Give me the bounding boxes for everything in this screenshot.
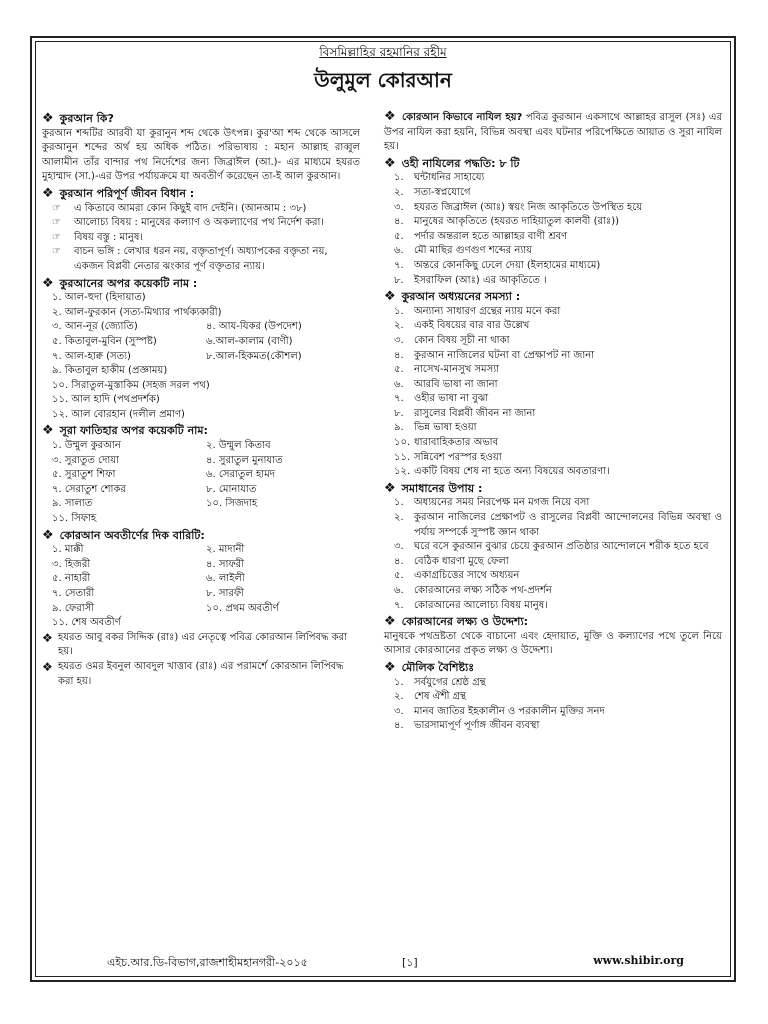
section-heading: ❖ কুরআন পরিপূর্ণ জীবন বিধান : <box>42 185 195 201</box>
section-paragraph: কুরআন শব্দটির আরবী যা কুরানুন শব্দ থেকে উৎপন্ন। কুর'আ শব্দ থেকে আসলে কুরআনুন শব্দের অর্থ হয় অধিক পঠিত। পরিভাষায় : মহান আল্লাহ রাব্বুল আলামীন তাঁর বান্দার পথ নির্দেশের জন্য জিব্রাঈল (আ.)- এর মাধ্যমে হযরত মুহাম্মাদ (সা.)-এর উপর পর্যায়ক্রমে যা অবতীর্ণ করেছেন তা-ই আল কুরআন। <box>42 127 360 183</box>
diamond-bullet-icon: ❖ <box>384 109 397 124</box>
list-item: ১. সর্বযুগের শ্রেষ্ঠ গ্রন্থ <box>394 676 486 688</box>
names-list <box>42 291 360 422</box>
diamond-bullet-icon: ❖ <box>384 614 396 630</box>
list-item: ৪. ভারসাম্যপূর্ণ পূর্ণাঙ্গ জীবন ব্যবস্থা <box>394 720 540 732</box>
list-item: ☞ বাচন ভঙ্গি : লেখার ধরন নয়, বক্তৃতাপূর্ণ। অধ্যাপকের বক্তৃতা নয়, একজন বিপ্লবী নেতার ঝংকার পূর্ণ বক্তৃতার ন্যায়। <box>42 245 360 274</box>
list-item: ১০. ধারাবাহিকতার অভাব <box>394 437 499 449</box>
hand-list <box>42 202 360 275</box>
pointing-hand-icon: ☞ <box>52 246 61 258</box>
section-heading: ❖ ওহী নাযিলের পদ্ধতি: ৮ টি <box>384 155 520 171</box>
list-item: ৪. বেঠিক ধারণা মুছে ফেলা <box>394 555 509 567</box>
diamond-bullet-icon: ❖ <box>384 659 396 675</box>
diamond-bullet-icon: ❖ <box>42 275 54 291</box>
list-item: ৫. নাসেখ-মানসুখ সমস্যা <box>394 364 500 376</box>
section-heading: ❖ কোরআন অবতীর্ণের দিক বারিটি: <box>42 527 205 543</box>
list-item: ৪. কুরআন নাজিলের ঘটনা বা প্রেক্ষাপট না জানা <box>394 349 595 361</box>
page-header <box>32 44 734 99</box>
list-row: ৫. সুরাতুশ শিফা ৬. সেরাতুল হামদ <box>52 469 276 481</box>
list-row: ১২. আল বোরহান (দলীল প্রমাণ) <box>52 408 185 420</box>
list-row: ৭. সেতারী ৮. সারফী <box>52 588 245 599</box>
diamond-bullet-icon: ❖ <box>42 423 54 439</box>
list-row: ৭. আল-হাক্ব (সত্য) ৮.আল-হিকমত(কৌশল) <box>52 350 302 362</box>
list-item: ৭. অন্তরে কোনকিছু ঢেলে দেয়া (ইলহামের মাধ্যমে) <box>394 259 601 271</box>
list-item: ২. শেষ ঐশী গ্রন্থ <box>394 691 467 703</box>
page-frame <box>30 36 736 982</box>
list-item: ২. সত্য-স্বপ্নযোগে <box>394 186 471 198</box>
section-paragraph: মানুষকে পথভ্রষ্টতা থেকে বাচানো এবং হেদায়াত, মুক্তি ও কল্যাণের পথে তুলে নিয়ে আসার কোরআনের প্রকৃত লক্ষ্য ও উদ্দেশ্য। <box>384 630 722 657</box>
list-item: ৩. ঘরে বসে কুরআন বুঝার চেয়ে কুরআন প্রতিষ্ঠার আন্দোলনে শরীক হতে হবে <box>394 541 709 553</box>
list-item: ১১. সন্নিবেশ পরস্পর হওয়া <box>394 451 502 463</box>
list-item: ৬. মৌ মাছির গুণগুণ শব্দের ন্যায় <box>394 245 533 257</box>
section-paragraph: ❖ কোরআন কিভাবে নাযিল হয়? পবিত্র কুরআন একসাথে আল্লাহর রাসুল (সঃ) এর উপর নাযিল করা হয়নি, বিভিন্ন অবস্থা এবং ঘটনার পরিপেক্ষিতে আয়াত ও সুরা নাযিল হয়। <box>384 109 723 153</box>
list-row: ৩. আন-নূর (জ্যোতি) ৪. আয-যিকর (উপদেশ) <box>52 321 302 333</box>
list-row: ৯. ফেরাসী ১০. প্রথম অবতীর্ণ <box>52 602 279 614</box>
section-heading: ❖ কুরআনের অপর কয়েকটি নাম : <box>42 275 198 291</box>
list-item: ২. একই বিষয়ের বার বার উল্লেখ <box>394 320 530 332</box>
diamond-bullet-icon: ❖ <box>384 480 396 496</box>
list-row: ১১. সিফাহ <box>52 513 97 525</box>
list-item: ☞ এ কিতাবে আমরা কোন কিছুই বাদ দেইনি। (আনআম : ৩৮) <box>42 202 360 217</box>
diamond-bullet-icon: ❖ <box>42 659 53 674</box>
diamond-bullet-icon: ❖ <box>384 289 396 305</box>
list-row: ৭. সেরাতুশ শোকর ৮. মোনাযাত <box>52 483 257 495</box>
list-item: ৬. কোরআনের লক্ষ্য সঠিক পথ-প্রদর্শন <box>394 585 552 596</box>
diamond-bullet-icon: ❖ <box>42 111 54 126</box>
diamond-bullet-icon: ❖ <box>42 185 54 201</box>
list-item: ১. ঘন্টাধনির সাহায্যে <box>394 172 485 184</box>
list-row: ৫. কিতাবুল-মুবিন (সুস্পষ্ট) ৬.আল-কালাম (বাণী) <box>52 335 293 347</box>
page-footer <box>32 954 734 972</box>
list-item: ১. অধ্যয়নের সময় নিরপেক্ষ মন মগজ নিয়ে বসা <box>394 497 590 509</box>
list-row: ১০. সিরাতুল-মুস্তাকিম (সহজ সরল পথ) <box>52 379 210 391</box>
list-row: ১. আল-হুদা (হিদায়াত) <box>52 292 146 304</box>
list-item: ৪. মানুষের আকৃতিতে (হযরত দাহিয়াতুল কালবী (রাঃ)) <box>394 216 620 228</box>
list-row: ৯. কিতাবুল হাকীম (প্রজ্ঞাময়) <box>52 365 168 377</box>
pointing-hand-icon: ☞ <box>52 231 61 243</box>
diamond-bullet-icon: ❖ <box>42 630 53 645</box>
study-problems-list <box>384 305 722 480</box>
list-row: ৫. নাহারী ৬. লাইলী <box>52 573 245 585</box>
list-item: ২. কুরআন নাজিলের প্রেক্ষাপট ও রাসুলের বিপ্লবী আন্দোলনের বিভিন্ন অবস্থা ও পর্যায় সম্পর্কে সুস্পষ্ট জ্ঞান থাকা <box>394 512 722 538</box>
list-item: ৭. ওহীর ভাষা না বুঝা <box>394 393 489 405</box>
list-row: ৩. সুরাতুত দোয়া ৪. সুরাতুল মুনাযাত <box>52 454 283 466</box>
section-heading: ❖ সমাধানের উপায় : <box>384 480 483 496</box>
wahi-methods-list <box>384 171 722 288</box>
section-heading: ❖ কুরআন অধ্যয়নের সমস্যা : <box>384 289 521 305</box>
list-row: ১১. শেষ অবতীর্ণ <box>52 617 121 629</box>
section-heading: ❖ সূরা ফাতিহার অপর কয়েকটি নাম: <box>42 423 208 439</box>
list-row: ৯. সালাত ১০. সিজদাহ <box>52 498 258 510</box>
right-column <box>384 110 722 734</box>
features-list <box>384 676 722 734</box>
list-item: ৫. পর্দার অন্তরাল হতে আল্লাহর বাণী শ্রবণ <box>394 230 568 242</box>
revelation-list <box>42 543 360 631</box>
section-heading: ❖ মৌলিক বৈশিষ্ট্যঃ <box>384 659 475 675</box>
list-item: ৯. ভিন্ন ভাষা হওয়া <box>394 422 477 434</box>
fatiha-names-list <box>42 439 360 527</box>
footer-website: www.shibir.org <box>593 954 684 967</box>
bismillah: বিসমিল্লাহির রহমানির রহীম <box>319 45 447 59</box>
list-item: ৮. ইসরাফিল (আঃ) এর আকৃতিতে । <box>394 274 547 286</box>
note-item: ❖ হযরত আবু বকর সিদ্দিক (রাঃ) এর নেতৃত্বে পবিত্র কোরআন লিপিবদ্ধ করা হয়। <box>42 631 360 660</box>
list-item: ১২. একটি বিষয় শেষ না হতে অন্য বিষয়ের অবতারণা। <box>394 466 610 478</box>
list-item: ৩. মানব জাতির ইহকালীন ও পরকালীন মুক্তির সনদ <box>394 705 605 717</box>
list-item: ৬. আরবি ভাষা না জানা <box>394 378 498 390</box>
list-item: ☞ বিষয় বস্তু : মানুষ। <box>42 231 360 246</box>
diamond-bullet-icon: ❖ <box>42 527 54 543</box>
list-item: ৩. হযরত জিব্রাঈল (আঃ) স্বয়ং নিজ আকৃতিতে উপস্থিত হয়ে <box>394 201 643 213</box>
footer-department: এইচ.আর.ডি-বিভাগ,রাজশাহীমহানগরী-২০১৫ <box>107 956 308 969</box>
pointing-hand-icon: ☞ <box>52 217 61 229</box>
note-item: ❖ হযরত ওমর ইবনুল আবদুল খাত্তাব (রাঃ) এর পরামর্শে কোরআন লিপিবদ্ধ করা হয়। <box>42 660 360 689</box>
diamond-bullet-icon: ❖ <box>384 155 396 171</box>
section-heading: ❖ কোরআনের লক্ষ্য ও উদ্দেশ্য: <box>384 614 529 630</box>
pointing-hand-icon: ☞ <box>52 202 61 214</box>
list-item: ৩. কোন বিষয় সূচী না থাকা <box>394 334 510 346</box>
list-row: ১১. আল হাদি (পথপ্রদর্শক) <box>52 394 160 406</box>
page-title: উলুমুল কোরআন <box>314 68 452 92</box>
list-item: ☞ আলোচ্য বিষয় : মানুষের কল্যাণ ও অকল্যাণের পথ নির্দেশ করা। <box>42 216 360 231</box>
section-heading: ❖ কুরআন কি? <box>42 111 114 126</box>
list-row: ১. উম্মুল কুরআন ২. উম্মুল কিতাব <box>52 440 271 452</box>
list-item: ৫. একাগ্রচিত্তের সাথে অধ্যয়ন <box>394 570 520 582</box>
list-item: ৮. রাসুলের বিপ্লবী জীবন না জানা <box>394 407 536 419</box>
solutions-list <box>384 496 722 613</box>
page-number: [১] <box>402 956 418 969</box>
list-item: ৭. কোরআনের আলোচ্য বিষয় মানুষ। <box>394 599 548 611</box>
left-column <box>42 110 360 689</box>
list-row: ২. আল-ফুরকান (সত্য-মিথ্যার পার্থক্যকারী) <box>52 306 222 318</box>
list-row: ১. মাক্কী ২. মাদানী <box>52 544 245 556</box>
list-row: ৩. হিজরী ৪. সাফরী <box>52 558 245 570</box>
list-item: ১. অন্যান্য সাধারণ গ্রন্থের ন্যায় মনে করা <box>394 305 561 317</box>
